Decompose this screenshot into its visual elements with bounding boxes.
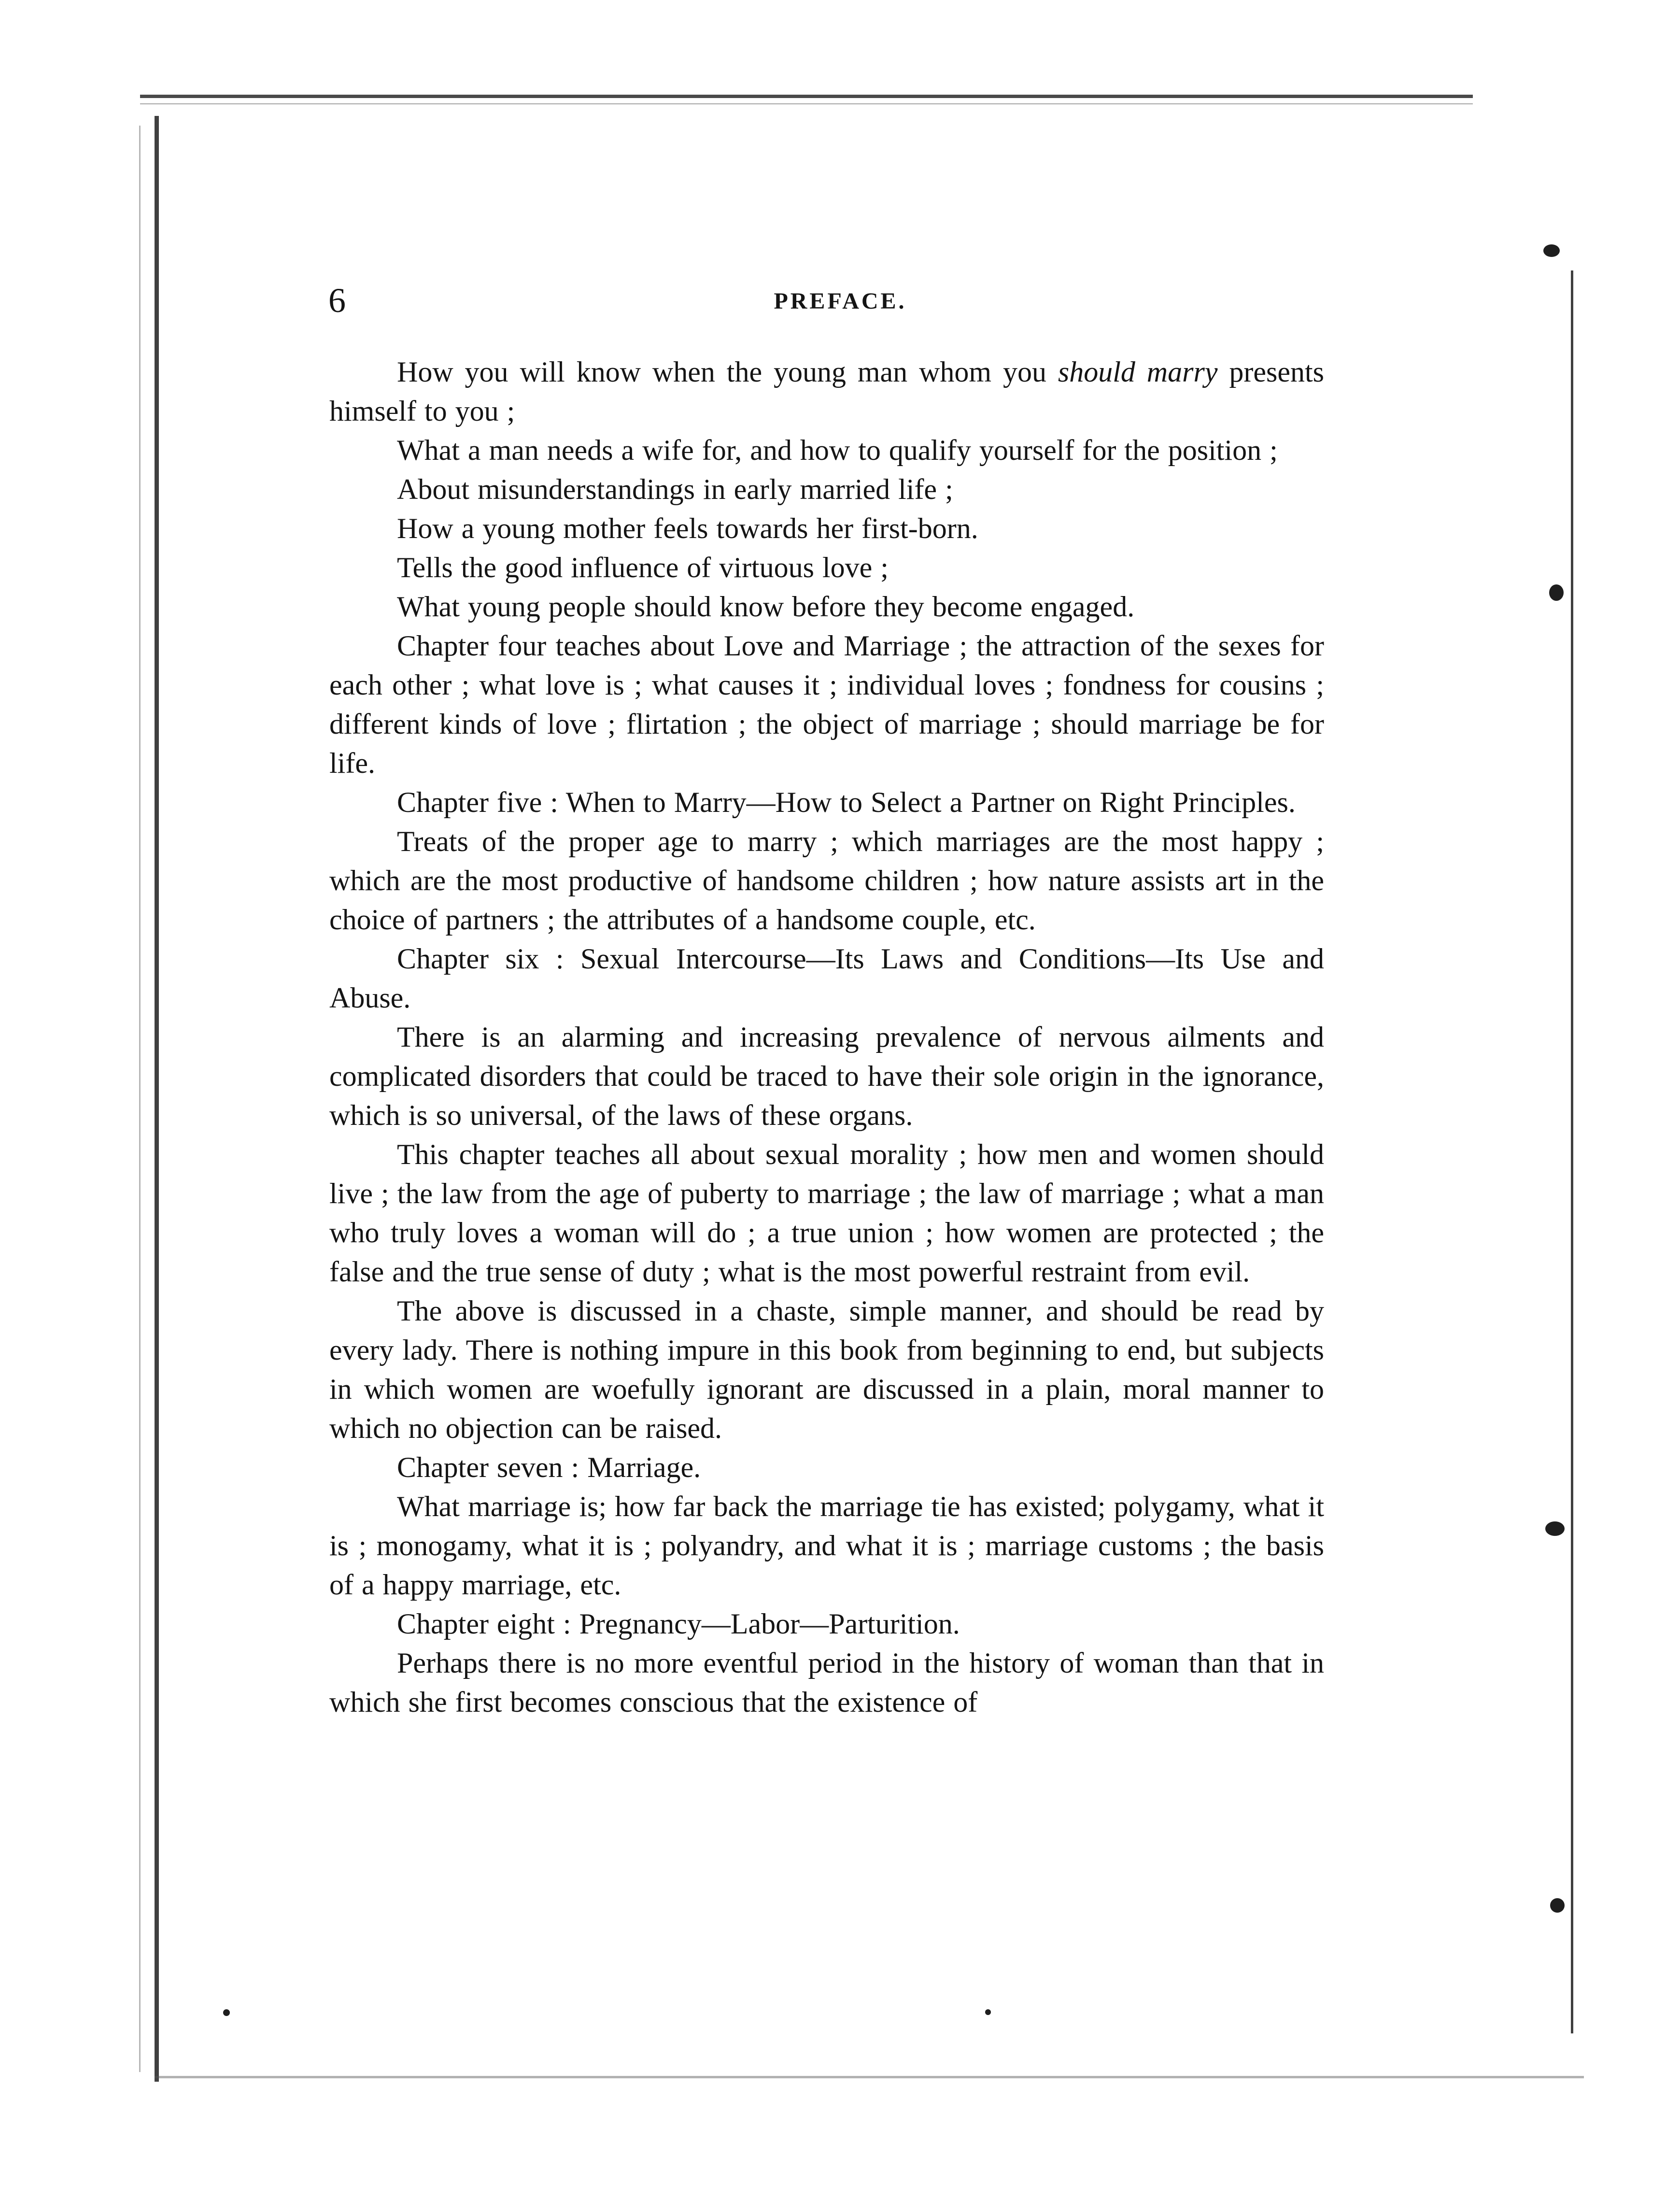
text-segment: There is an alarming and increasing prevalence of nervous ailments and complicated disorders that could be traced to have their sole origin in the ignorance, which is so universal, of the laws of these organs.: [329, 1021, 1324, 1131]
paragraph: [329, 431, 1324, 470]
text-segment: presents himself to you ;: [329, 356, 1324, 427]
paragraph: [329, 939, 1324, 1018]
scan-speck: [1545, 1521, 1565, 1536]
paragraph: [329, 548, 1324, 587]
paragraph: [329, 1487, 1324, 1605]
paragraph: [329, 1292, 1324, 1448]
paragraph: [329, 1644, 1324, 1722]
paragraph: [329, 470, 1324, 509]
text-segment: Chapter eight : Pregnancy—Labor—Parturition.: [397, 1608, 960, 1640]
text-segment: What marriage is; how far back the marriage tie has existed; polygamy, what it is ; monogamy, what it is ; polyandry, and what it is ; marriage customs ; the basis of a happy marriage, etc.: [329, 1491, 1324, 1601]
text-segment: Perhaps there is no more eventful period in the history of woman than that in which she first becomes conscious that the existence of: [329, 1647, 1324, 1718]
text-segment: Chapter six : Sexual Intercourse—Its Laws and Conditions—Its Use and Abuse.: [329, 943, 1324, 1014]
paragraph: [329, 626, 1324, 783]
paragraph: [329, 1448, 1324, 1487]
scan-bottom-edge: [155, 2076, 1584, 2078]
text-segment: What a man needs a wife for, and how to qualify yourself for the position ;: [397, 434, 1278, 466]
text-segment: Chapter five : When to Marry—How to Select a Partner on Right Principles.: [397, 786, 1296, 818]
scan-speck: [223, 2009, 230, 2016]
text-segment: What young people should know before they become engaged.: [397, 591, 1135, 623]
text-segment: The above is discussed in a chaste, simple manner, and should be read by every lady. There is nothing impure in this book from beginning to end, but subjects in which women are woefully ignorant are discussed in a plain, moral manner to which no objection can be raised.: [329, 1295, 1324, 1444]
page-number: 6: [328, 281, 346, 320]
paragraph: [329, 1135, 1324, 1292]
text-segment: How you will know when the young man whom you: [397, 356, 1058, 388]
paragraph: [329, 783, 1324, 822]
scan-speck: [1543, 244, 1560, 257]
text-segment: How a young mother feels towards her first-born.: [397, 512, 978, 544]
text-segment: Chapter four teaches about Love and Marriage ; the attraction of the sexes for each other ; what love is ; what causes it ; individual loves ; fondness for cousins ; different kinds of love ; flirtation ; the object of marriage ; should marriage be for life.: [329, 630, 1324, 779]
scan-left-edge-thin: [139, 126, 141, 2072]
italic-text-segment: should marry: [1058, 356, 1218, 388]
text-segment: About misunderstandings in early married life ;: [397, 473, 953, 505]
scan-left-edge: [155, 116, 159, 2082]
scan-top-rule: [140, 95, 1473, 98]
scan-speck: [985, 2009, 991, 2015]
scan-speck: [1549, 584, 1564, 601]
paragraph: [329, 509, 1324, 548]
paragraph: [329, 1605, 1324, 1644]
body-text: [329, 353, 1324, 1722]
running-head: PREFACE.: [774, 288, 907, 314]
scan-top-rule-thin: [140, 103, 1473, 104]
text-segment: This chapter teaches all about sexual morality ; how men and women should live ; the law from the age of puberty to marriage ; the law of marriage ; what a man who truly loves a woman will do ; a true union ; how women are protected ; the false and the true sense of duty ; what is the most powerful restraint from evil.: [329, 1138, 1324, 1288]
paragraph: [329, 587, 1324, 626]
text-segment: Chapter seven : Marriage.: [397, 1451, 701, 1483]
scan-speck: [1550, 1898, 1565, 1913]
text-segment: Treats of the proper age to marry ; which marriages are the most happy ; which are the most productive of handsome children ; how nature assists art in the choice of partners ; the attributes of a handsome couple, etc.: [329, 825, 1324, 936]
paragraph: [329, 1018, 1324, 1135]
paragraph: [329, 822, 1324, 939]
text-segment: Tells the good influence of virtuous love ;: [397, 552, 889, 583]
scan-right-edge: [1571, 270, 1573, 2033]
paragraph: [329, 353, 1324, 431]
